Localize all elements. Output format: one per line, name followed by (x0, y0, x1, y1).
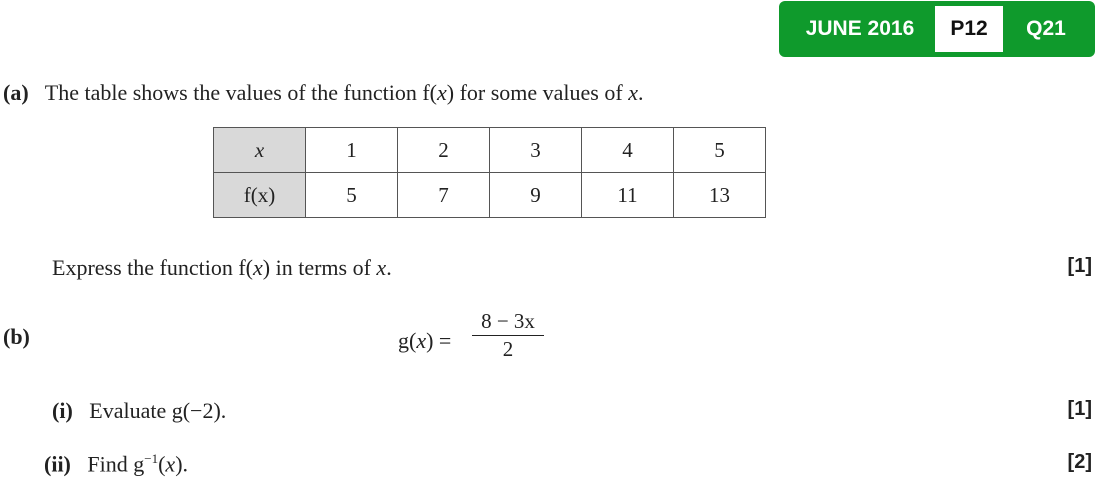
function-values-table (213, 127, 766, 218)
table-cell: 9 (490, 173, 582, 218)
question-number: Q21 (1026, 17, 1066, 40)
paper-number: P12 (935, 6, 1003, 52)
question-text-3: . (386, 255, 392, 280)
intro-var-1: x (436, 80, 447, 105)
intro-text-1: The table shows the values of the function f( (44, 80, 437, 105)
sub-i-label: (i) (52, 398, 73, 423)
part-a-marks: [1] (1067, 255, 1092, 277)
table-cell: 7 (398, 173, 490, 218)
inverse-superscript: −1 (144, 451, 159, 466)
intro-text-3: . (637, 80, 644, 105)
question-text-1: Express the function f( (52, 255, 253, 280)
fraction-numerator: 8 − 3x (472, 309, 544, 336)
table-cell: 1 (306, 128, 398, 173)
table-row-x (214, 128, 766, 173)
part-b-ii-marks: [2] (1067, 451, 1092, 473)
part-a-question (52, 255, 392, 281)
table-cell: 11 (582, 173, 674, 218)
sub-ii-label: (ii) (44, 451, 71, 477)
intro-text-2: ) for some values of (446, 80, 629, 105)
table-cell: 4 (582, 128, 674, 173)
question-text-2: ) in terms of (262, 255, 377, 280)
row-header-fx: f(x) (214, 173, 306, 218)
g-function-fraction (472, 309, 544, 362)
question-var-2: x (376, 255, 387, 280)
intro-var-2: x (628, 80, 638, 105)
table-cell: 5 (306, 173, 398, 218)
question-reference-badge (779, 1, 1095, 57)
g-function-lhs: g(x) = (398, 328, 452, 353)
part-b-label: (b) (3, 324, 30, 349)
part-b-i (52, 398, 226, 424)
fraction-denominator: 2 (502, 337, 514, 361)
table-cell: 2 (398, 128, 490, 173)
table-row-fx (214, 173, 766, 218)
sub-i-text: Evaluate g(−2). (89, 398, 227, 423)
part-b-i-marks: [1] (1067, 398, 1092, 420)
table-cell: 13 (674, 173, 766, 218)
part-b-ii: (ii) Find $g^{-1}(x)$. (44, 451, 189, 477)
table-cell: 5 (674, 128, 766, 173)
sub-ii-text: Find g (87, 451, 145, 477)
table-cell: 3 (490, 128, 582, 173)
exam-session: JUNE 2016 (805, 17, 915, 40)
part-a-intro (3, 80, 643, 106)
question-var-1: x (253, 255, 263, 280)
row-header-x: x (214, 128, 306, 173)
part-a-label: (a) (3, 80, 29, 105)
